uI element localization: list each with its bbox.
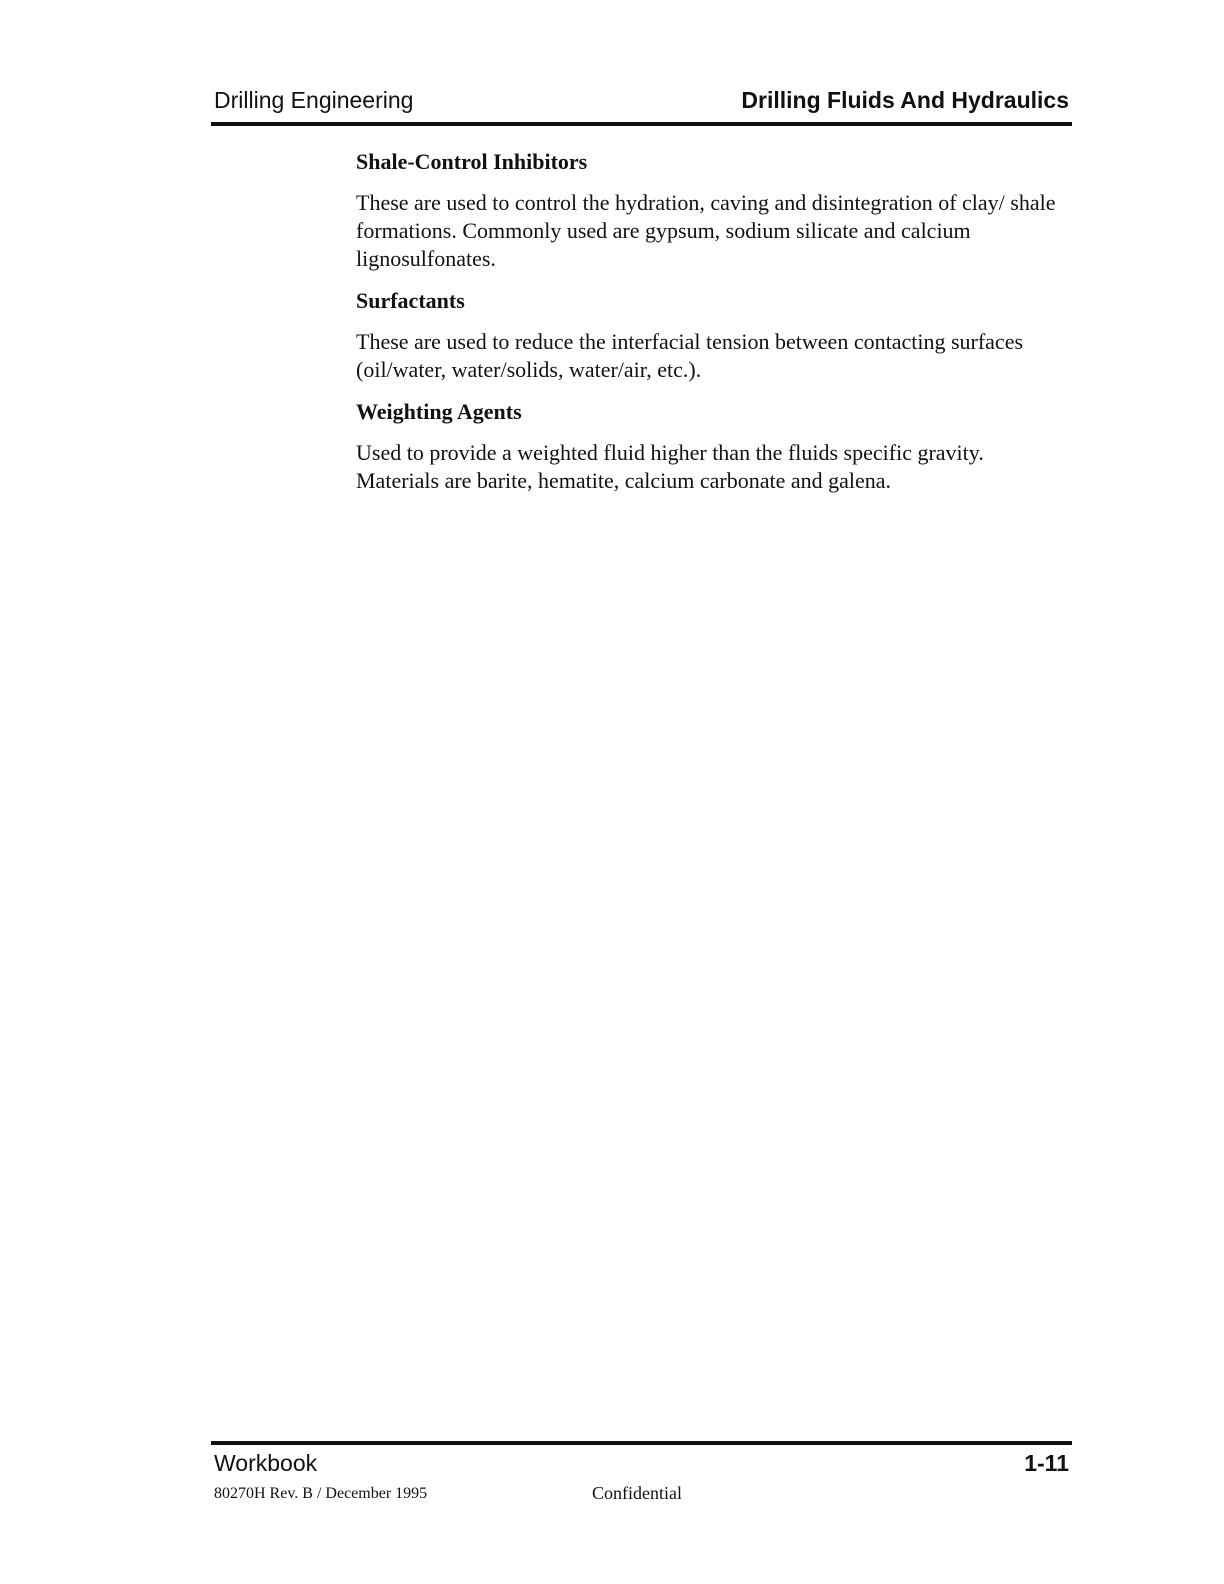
- page-content: [356, 147, 1072, 508]
- section-body: These are used to reduce the interfacial tension between contacting surfaces (oil/water, water/solids, water/air, etc.).: [356, 329, 1024, 382]
- footer-rule: [211, 1441, 1072, 1445]
- running-header-title: Drilling Fluids And Hydraulics: [741, 87, 1069, 113]
- section-surfactants: [356, 286, 1072, 384]
- footer-revision: 80270H Rev. B / December 1995: [214, 1485, 428, 1502]
- footer-confidential: Confidential: [592, 1483, 682, 1503]
- header-rule: [211, 122, 1072, 126]
- section-heading: Surfactants: [356, 288, 465, 313]
- section-weighting-agents: [356, 397, 1072, 495]
- page-number: 1-11: [1024, 1450, 1069, 1476]
- section-shale-control-inhibitors: [356, 147, 1072, 273]
- footer-workbook-label: Workbook: [214, 1450, 318, 1476]
- section-body: Used to provide a weighted fluid higher than the fluids specific gravity. Materials are barite, hematite, calcium carbonate and galena.: [356, 440, 984, 493]
- section-heading: Weighting Agents: [356, 399, 522, 424]
- running-header-left: Drilling Engineering: [214, 87, 414, 113]
- section-body: These are used to control the hydration, caving and disintegration of clay/ shale formations. Commonly used are gypsum, sodium silicate and calcium lignosulfonates.: [356, 190, 1056, 271]
- section-heading: Shale-Control Inhibitors: [356, 149, 588, 174]
